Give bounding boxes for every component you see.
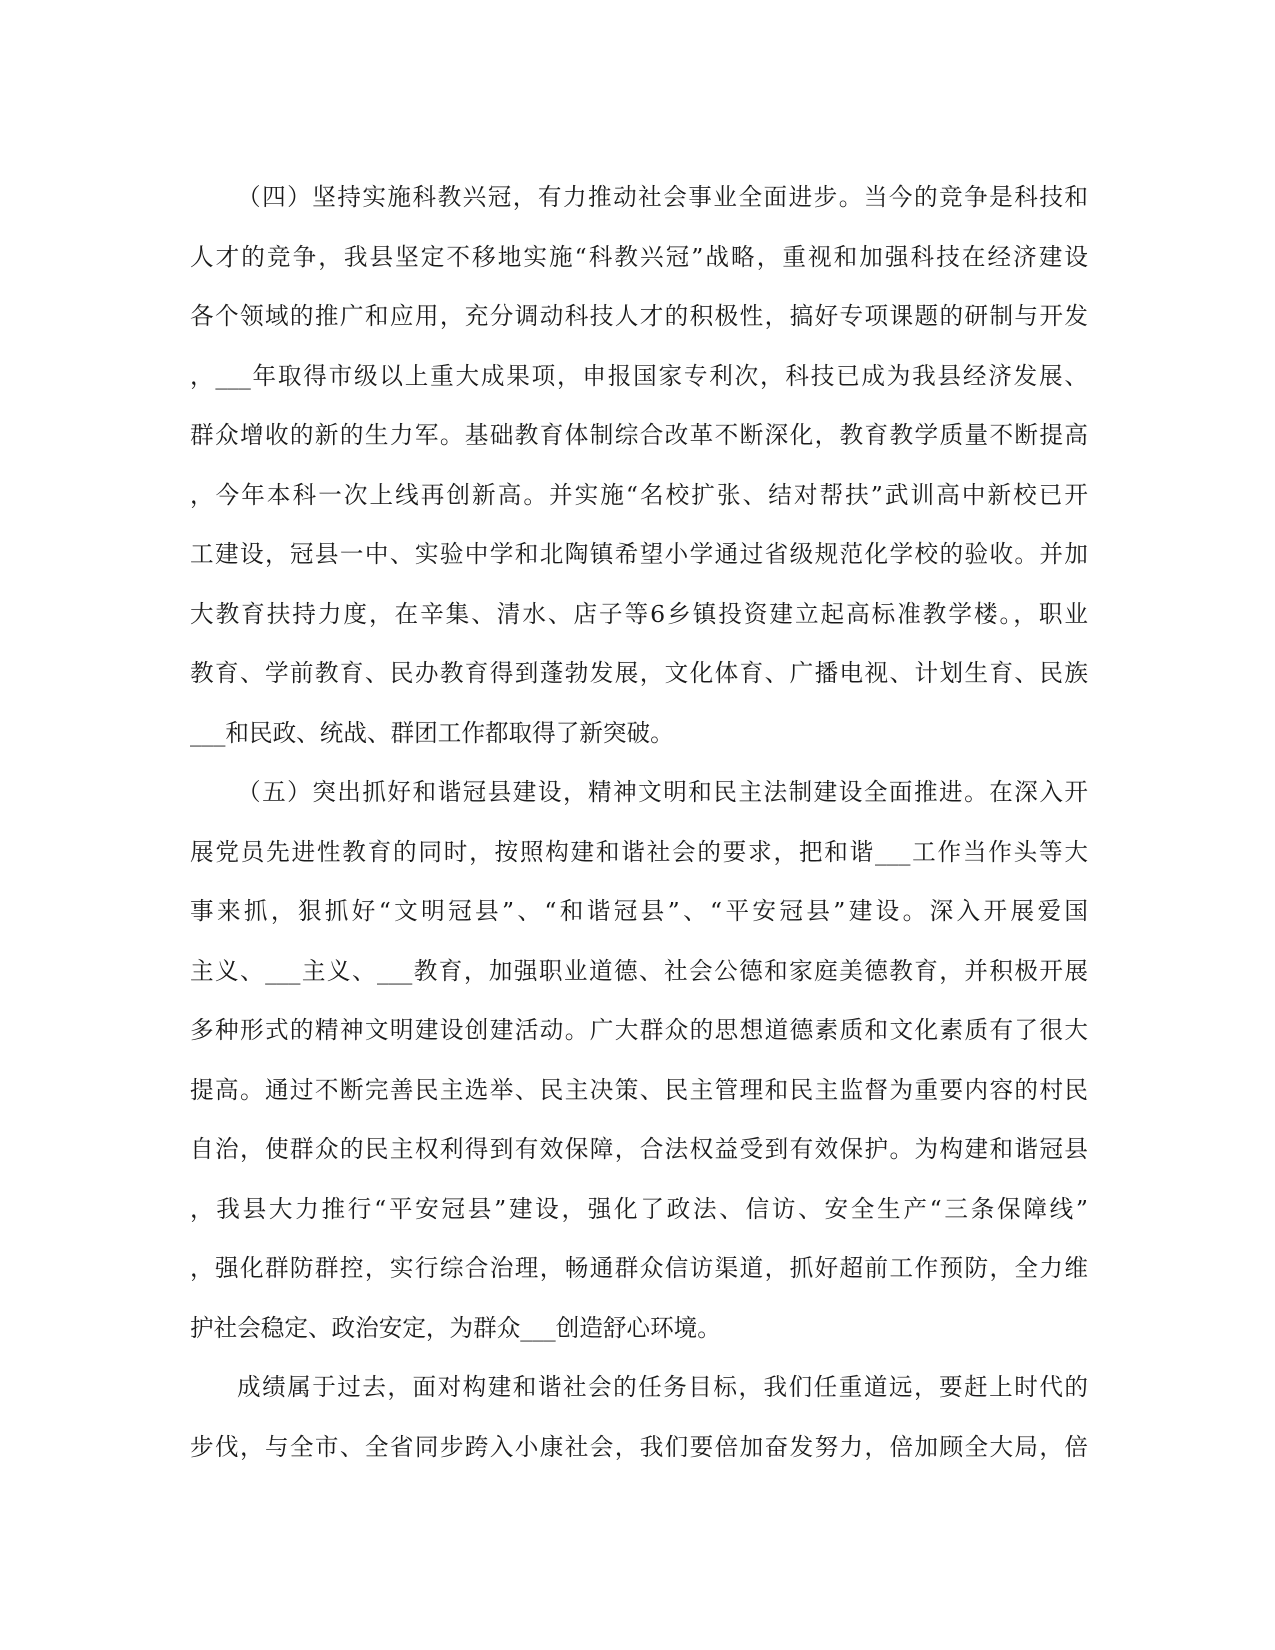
text-line: 多种形式的精神文明建设创建活动。广大群众的思想道德素质和文化素质有了很大 (190, 1016, 1088, 1044)
text-line: 各个领域的推广和应用，充分调动科技人才的积极性，搞好专项课题的研制与开发 (190, 302, 1088, 330)
text-line: ，我县大力推行“平安冠县”建设，强化了政法、信访、安全生产“三条保障线” (190, 1194, 1088, 1223)
text-line: 工建设，冠县一中、实验中学和北陶镇希望小学通过省级规范化学校的验收。并加 (190, 540, 1088, 568)
text-line: （四）坚持实施科教兴冠，有力推动社会事业全面进步。当今的竞争是科技和 (237, 183, 1088, 211)
text-line: 护社会稳定、政治安定，为群众___创造舒心环境。 (190, 1313, 721, 1342)
text-line: ，强化群防群控，实行综合治理，畅通群众信访渠道，抓好超前工作预防，全力维 (190, 1254, 1088, 1282)
text-line: ，今年本科一次上线再创新高。并实施“名校扩张、结对帮扶”武训高中新校已开 (190, 480, 1088, 509)
text-line: 群众增收的新的生力军。基础教育体制综合改革不断深化，教育教学质量不断提高 (190, 421, 1088, 449)
text-line: 提高。通过不断完善民主选举、民主决策、民主管理和民主监督为重要内容的村民 (190, 1075, 1088, 1104)
text-line: 教育、学前教育、民办教育得到蓬勃发展，文化体育、广播电视、计划生育、民族 (190, 659, 1088, 687)
text-line: 人才的竞争，我县坚定不移地实施“科教兴冠”战略，重视和加强科技在经济建设 (190, 242, 1088, 271)
text-line: 成绩属于过去，面对构建和谐社会的任务目标，我们任重道远，要赶上时代的 (237, 1373, 1088, 1401)
text-line: 大教育扶持力度，在辛集、清水、店子等6乡镇投资建立起高标准教学楼。，职业 (190, 599, 1088, 628)
text-line: 自治，使群众的民主权利得到有效保障，合法权益受到有效保护。为构建和谐冠县 (190, 1135, 1088, 1163)
text-line: ___和民政、统战、群团工作都取得了新突破。 (190, 718, 674, 747)
text-line: 主义、___主义、___教育，加强职业道德、社会公德和家庭美德教育，并积极开展 (190, 956, 1088, 985)
text-line: 事来抓，狠抓好“文明冠县”、“和谐冠县”、“平安冠县”建设。深入开展爱国 (190, 897, 1088, 925)
text-line: 展党员先进性教育的同时，按照构建和谐社会的要求，把和谐___工作当作头等大 (190, 837, 1088, 866)
text-line: （五）突出抓好和谐冠县建设，精神文明和民主法制建设全面推进。在深入开 (237, 778, 1088, 806)
body-text (190, 168, 1088, 1477)
text-line: 步伐，与全市、全省同步跨入小康社会，我们要倍加奋发努力，倍加顾全大局，倍 (190, 1432, 1088, 1461)
text-line: ，___年取得市级以上重大成果项，申报国家专利次，科技已成为我县经济发展、 (190, 361, 1088, 390)
